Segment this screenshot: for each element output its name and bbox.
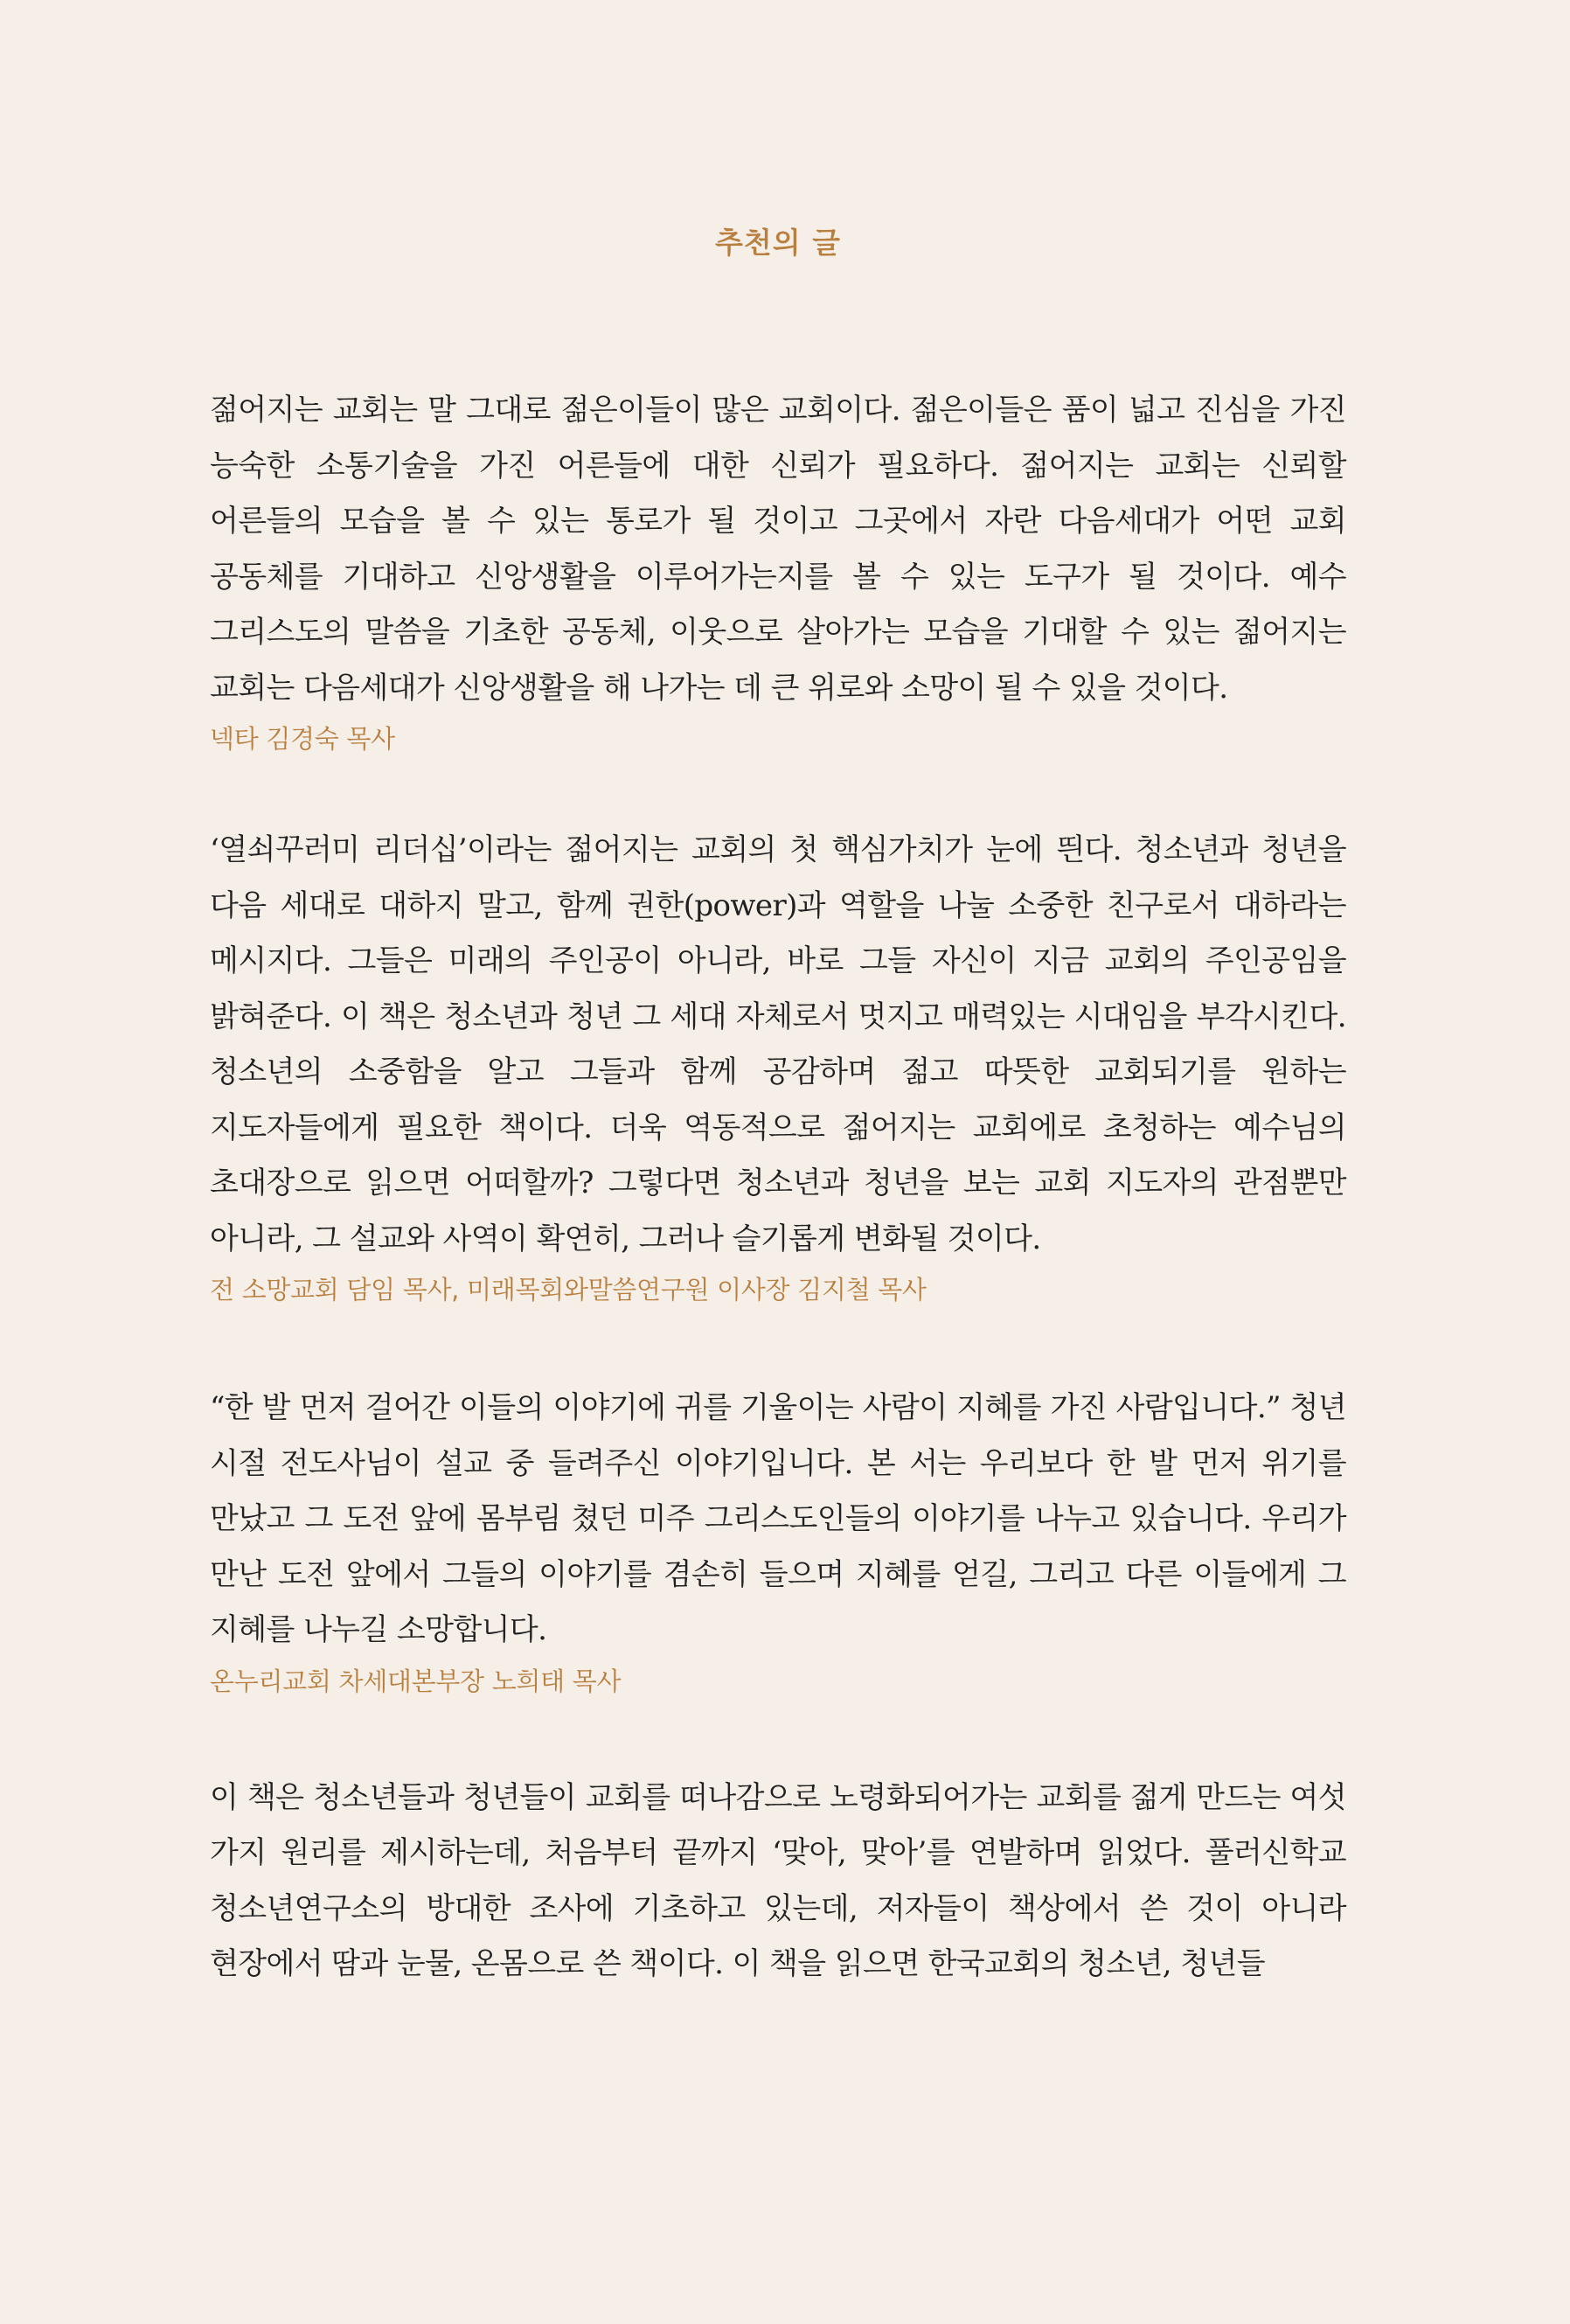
recommendation-text: 젊어지는 교회는 말 그대로 젊은이들이 많은 교회이다. 젊은이들은 품이 넓고 진심을 가진 능숙한 소통기술을 가진 어른들에 대한 신뢰가 필요하다. 젊어지는 교회는 신뢰할 어른들의 모습을 볼 수 있는 통로가 될 것이고 그곳에서 자란 다음세대가 어떤 교회 공동체를 기대하고 신앙생활을 이루어가는지를 볼 수 있는 도구가 될 것이다. 예수 그리스도의 말씀을 기초한 공동체, 이웃으로 살아가는 모습을 기대할 수 있는 젊어지는 교회는 다음세대가 신앙생활을 해 나가는 데 큰 위로와 소망이 될 수 있을 것이다. (210, 393, 1346, 706)
recommendation-text: “한 발 먼저 걸어간 이들의 이야기에 귀를 기울이는 사람이 지혜를 가진 사람입니다.” 청년 시절 전도사님이 설교 중 들려주신 이야기입니다. 본 서는 우리보다 한 발 먼저 위기를 만났고 그 도전 앞에 몸부림 쳤던 미주 그리스도인들의 이야기를 나누고 있습니다. 우리가 만난 도전 앞에서 그들의 이야기를 겸손히 들으며 지혜를 얻길, 그리고 다른 이들에게 그 지혜를 나누길 소망합니다. (210, 1390, 1346, 1647)
recommendation-text: 이 책은 청소년들과 청년들이 교회를 떠나감으로 노령화되어가는 교회를 젊게 만드는 여섯 가지 원리를 제시하는데, 처음부터 끝까지 ‘맞아, 맞아’를 연발하며 읽었다. 풀러신학교 청소년연구소의 방대한 조사에 기초하고 있는데, 저자들이 책상에서 쓴 것이 아니라 현장에서 땀과 눈물, 온몸으로 쓴 책이다. 이 책을 읽으면 한국교회의 청소년, 청년들 (210, 1779, 1346, 1981)
recommendation-item (210, 823, 1346, 1309)
recommendation-author: 전 소망교회 담임 목사, 미래목회와말씀연구원 이사장 김지철 목사 (210, 1275, 927, 1305)
recommendation-author: 넥타 김경숙 목사 (210, 724, 395, 754)
recommendation-author: 온누리교회 차세대본부장 노희태 목사 (210, 1666, 622, 1696)
recommendation-list (210, 383, 1346, 2057)
page-title: 추천의 글 (714, 226, 841, 260)
recommendation-item (210, 1771, 1346, 1993)
recommendation-text: ‘열쇠꾸러미 리더십’이라는 젊어지는 교회의 첫 핵심가치가 눈에 띈다. 청소년과 청년을 다음 세대로 대하지 말고, 함께 권한(power)과 역할을 나눌 소중한 친구로서 대하라는 메시지다. 그들은 미래의 주인공이 아니라, 바로 그들 자신이 지금 교회의 주인공임을 밝혀준다. 이 책은 청소년과 청년 그 세대 자체로서 멋지고 매력있는 시대임을 부각시킨다. 청소년의 소중함을 알고 그들과 함께 공감하며 젊고 따뜻한 교회되기를 원하는 지도자들에게 필요한 책이다. 더욱 역동적으로 젊어지는 교회에로 초청하는 예수님의 초대장으로 읽으면 어떠할까? 그렇다면 청소년과 청년을 보는 교회 지도자의 관점뿐만 아니라, 그 설교와 사역이 확연히, 그러나 슬기롭게 변화될 것이다. (210, 832, 1346, 1256)
recommendation-item (210, 1381, 1346, 1701)
recommendation-item (210, 383, 1346, 758)
